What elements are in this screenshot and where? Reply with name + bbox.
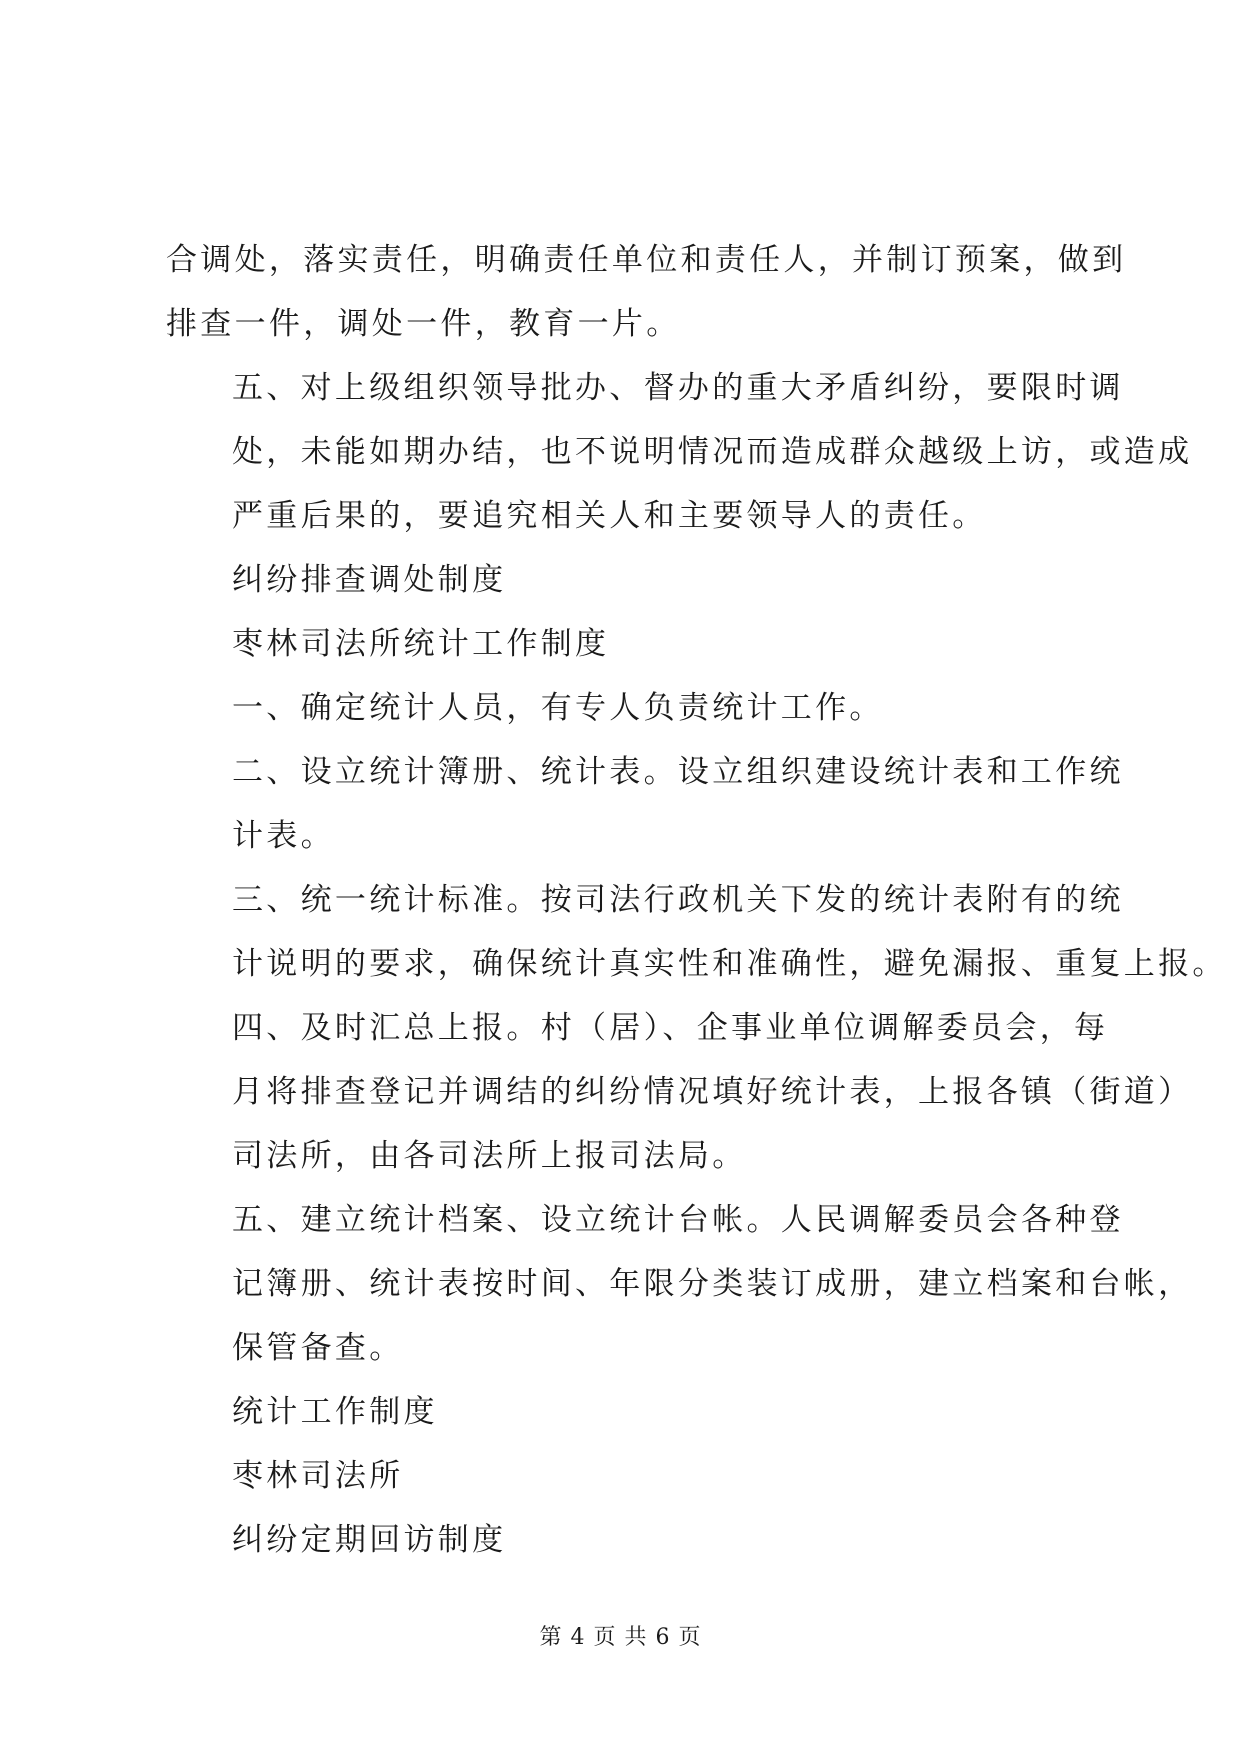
- paragraph: [166, 1188, 1193, 1380]
- text-line: 记簿册、统计表按时间、年限分类装订成册，建立档案和台帐，: [232, 1266, 1193, 1302]
- paragraph: [166, 1444, 1096, 1508]
- text-line: 计表。: [232, 818, 335, 854]
- text-line: 二、设立统计簿册、统计表。设立组织建设统计表和工作统: [232, 754, 1124, 790]
- text-line: 月将排查登记并调结的纠纷情况填好统计表，上报各镇（街道）: [232, 1074, 1193, 1110]
- text-line: 枣林司法所: [232, 1458, 404, 1494]
- text-line: 统计工作制度: [232, 1394, 438, 1430]
- text-line: 司法所，由各司法所上报司法局。: [232, 1138, 747, 1174]
- text-line: 枣林司法所统计工作制度: [232, 626, 610, 662]
- paragraph: [166, 1380, 1096, 1444]
- paragraph: [166, 740, 1124, 868]
- text-line: 排查一件，调处一件，教育一片。: [166, 306, 681, 342]
- document-body: [166, 228, 1227, 1572]
- text-line: 一、确定统计人员，有专人负责统计工作。: [232, 690, 884, 726]
- text-line: 保管备查。: [232, 1330, 404, 1366]
- text-line: 纠纷排查调处制度: [232, 562, 507, 598]
- text-line: 五、对上级组织领导批办、督办的重大矛盾纠纷，要限时调: [232, 370, 1124, 406]
- paragraph: [166, 996, 1193, 1188]
- text-line: 三、统一统计标准。按司法行政机关下发的统计表附有的统: [232, 882, 1124, 918]
- paragraph: [166, 676, 1096, 740]
- paragraph: [166, 356, 1193, 548]
- text-line: 合调处，落实责任，明确责任单位和责任人，并制订预案，做到: [166, 242, 1127, 278]
- paragraph: [166, 228, 1127, 356]
- text-line: 严重后果的，要追究相关人和主要领导人的责任。: [232, 498, 987, 534]
- paragraph: [166, 548, 1096, 612]
- text-line: 五、建立统计档案、设立统计台帐。人民调解委员会各种登: [232, 1202, 1124, 1238]
- text-line: 计说明的要求，确保统计真实性和准确性，避免漏报、重复上报。: [232, 946, 1227, 982]
- paragraph: [166, 868, 1227, 996]
- text-line: 四、及时汇总上报。村（居）、企事业单位调解委员会，每: [232, 1010, 1109, 1046]
- paragraph: [166, 1508, 1096, 1572]
- text-line: 纠纷定期回访制度: [232, 1522, 507, 1558]
- paragraph: [166, 612, 1096, 676]
- text-line: 处，未能如期办结，也不说明情况而造成群众越级上访，或造成: [232, 434, 1193, 470]
- page-footer: 第 4 页 共 6 页: [539, 1625, 702, 1650]
